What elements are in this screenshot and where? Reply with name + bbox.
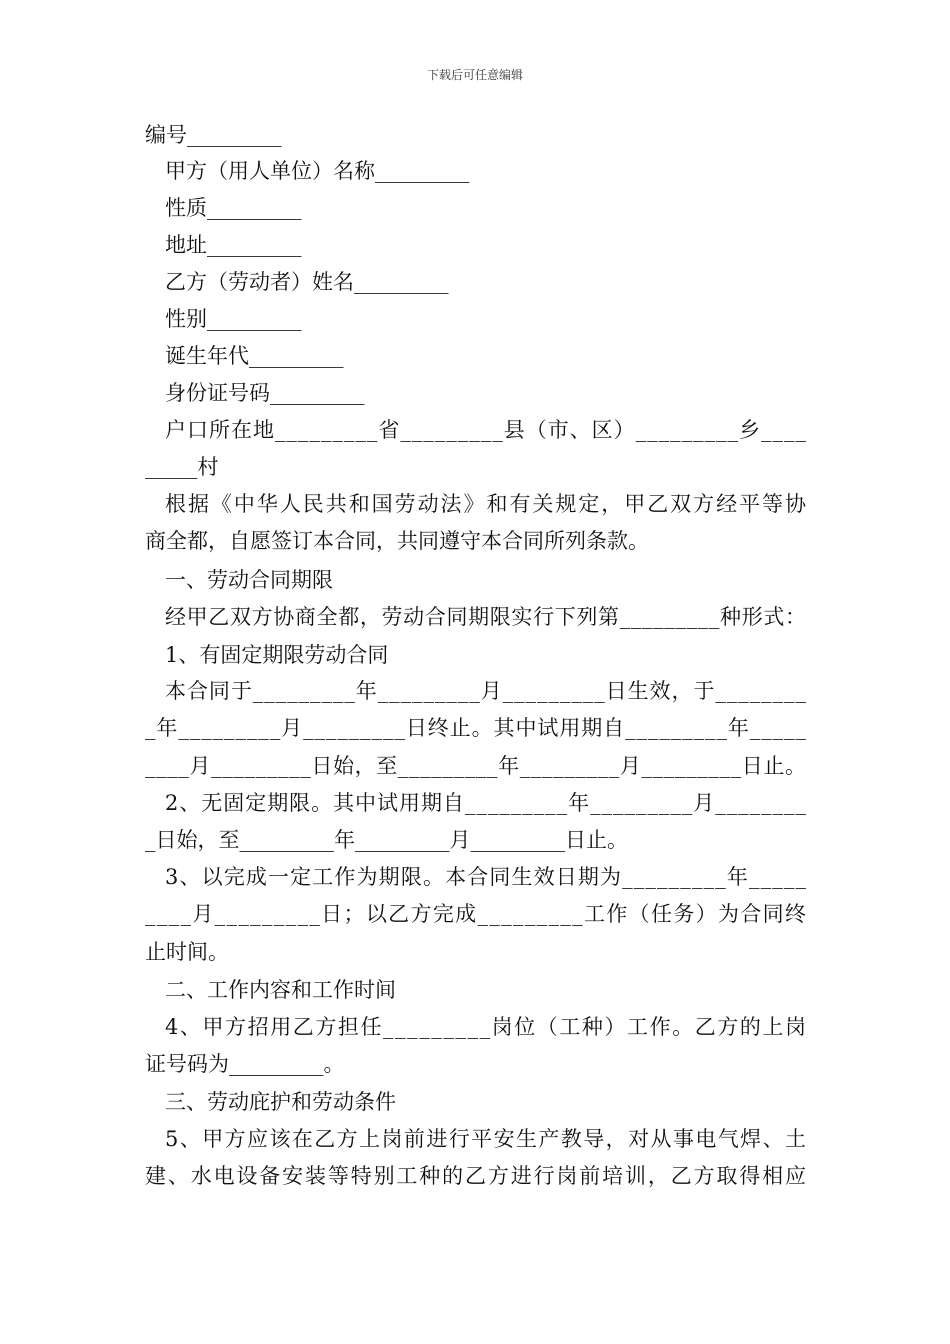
- contract-line-text: 诞生年代_________: [165, 344, 344, 368]
- contract-line-text: 根据《中华人民共和国劳动法》和有关规定，甲乙双方经平等协: [165, 492, 808, 516]
- contract-line-text: 地址_________: [165, 233, 302, 257]
- contract-line: [165, 863, 807, 891]
- contract-line: [165, 1013, 808, 1041]
- contract-line-text: 三、劳动庇护和劳动条件: [165, 1090, 396, 1114]
- contract-line: [145, 826, 628, 854]
- contract-line-text: 性质_________: [165, 196, 302, 220]
- contract-line-text: 3、以完成一定工作为期限。本合同生效日期为_________年_____: [165, 865, 808, 889]
- contract-line-text: 商全都，自愿签订本合同，共同遵守本合同所列条款。: [145, 529, 649, 553]
- contract-line: [165, 342, 344, 370]
- contract-line: [165, 1125, 807, 1153]
- contract-line-text: ____月_________日；以乙方完成_________工作（任务）为合同终: [145, 902, 808, 926]
- contract-line: [145, 1162, 808, 1190]
- contract-line: [165, 194, 302, 222]
- contract-line-text: 乙方（劳动者）姓名_________: [165, 270, 449, 294]
- contract-line-text: 身份证号码_________: [165, 381, 365, 405]
- contract-line-text: 本合同于_________年_________月_________日生效，于________: [165, 679, 807, 703]
- contract-line: [165, 231, 302, 259]
- contract-line: [165, 976, 396, 1004]
- contract-line-text: 5、甲方应该在乙方上岗前进行平安生产教导，对从事电气焊、土: [165, 1127, 808, 1151]
- contract-line-text: 甲方（用人单位）名称_________: [165, 159, 470, 183]
- contract-line: [145, 121, 282, 149]
- contract-line-text: _日始，至_________年_________月_________日止。: [145, 828, 628, 852]
- contract-line-text: _年_________月_________日终止。其中试用期自_________年_____: [145, 716, 807, 740]
- contract-line-text: ____月_________日始，至_________年_________月_________日止。: [145, 754, 807, 778]
- contract-line: [145, 453, 219, 481]
- contract-line-text: 止时间。: [145, 940, 229, 964]
- contract-line-text: 户口所在地_________省_________县（市、区）_________乡____: [165, 418, 807, 442]
- contract-line: [165, 677, 807, 705]
- contract-line-text: 性别_________: [165, 307, 302, 331]
- contract-line: [145, 527, 649, 555]
- contract-line-text: 4、甲方招用乙方担任_________岗位（工种）工作。乙方的上岗: [165, 1015, 808, 1039]
- contract-line-text: 二、工作内容和工作时间: [165, 978, 396, 1002]
- contract-line: [165, 1088, 396, 1116]
- contract-line-text: 建、水电设备安装等特别工种的乙方进行岗前培训，乙方取得相应: [145, 1164, 808, 1188]
- contract-line: [165, 566, 333, 594]
- contract-line: [165, 157, 470, 185]
- contract-line: [165, 603, 807, 631]
- contract-line: [165, 789, 807, 817]
- contract-line-text: 2、无固定期限。其中试用期自_________年_________月________: [165, 791, 807, 815]
- contract-line: [145, 938, 229, 966]
- contract-line: [145, 1050, 345, 1078]
- contract-line: [165, 416, 807, 444]
- contract-line-text: 经甲乙双方协商全都，劳动合同期限实行下列第_________种形式：: [165, 605, 807, 629]
- contract-line-text: 证号码为_________。: [145, 1052, 345, 1076]
- contract-line: [165, 268, 449, 296]
- contract-line: [165, 641, 388, 669]
- contract-line-text: 一、劳动合同期限: [165, 568, 333, 592]
- page-header-note: 下载后可任意编辑: [426, 68, 523, 82]
- contract-line: [145, 900, 807, 928]
- contract-line-text: 1、有固定期限劳动合同: [165, 643, 389, 667]
- contract-line: [145, 714, 807, 742]
- contract-line-text: _____村: [145, 455, 219, 479]
- contract-line: [165, 305, 302, 333]
- contract-line: [145, 752, 807, 780]
- contract-line: [165, 490, 808, 518]
- contract-line-text: 编号_________: [145, 123, 282, 147]
- contract-line: [165, 379, 365, 407]
